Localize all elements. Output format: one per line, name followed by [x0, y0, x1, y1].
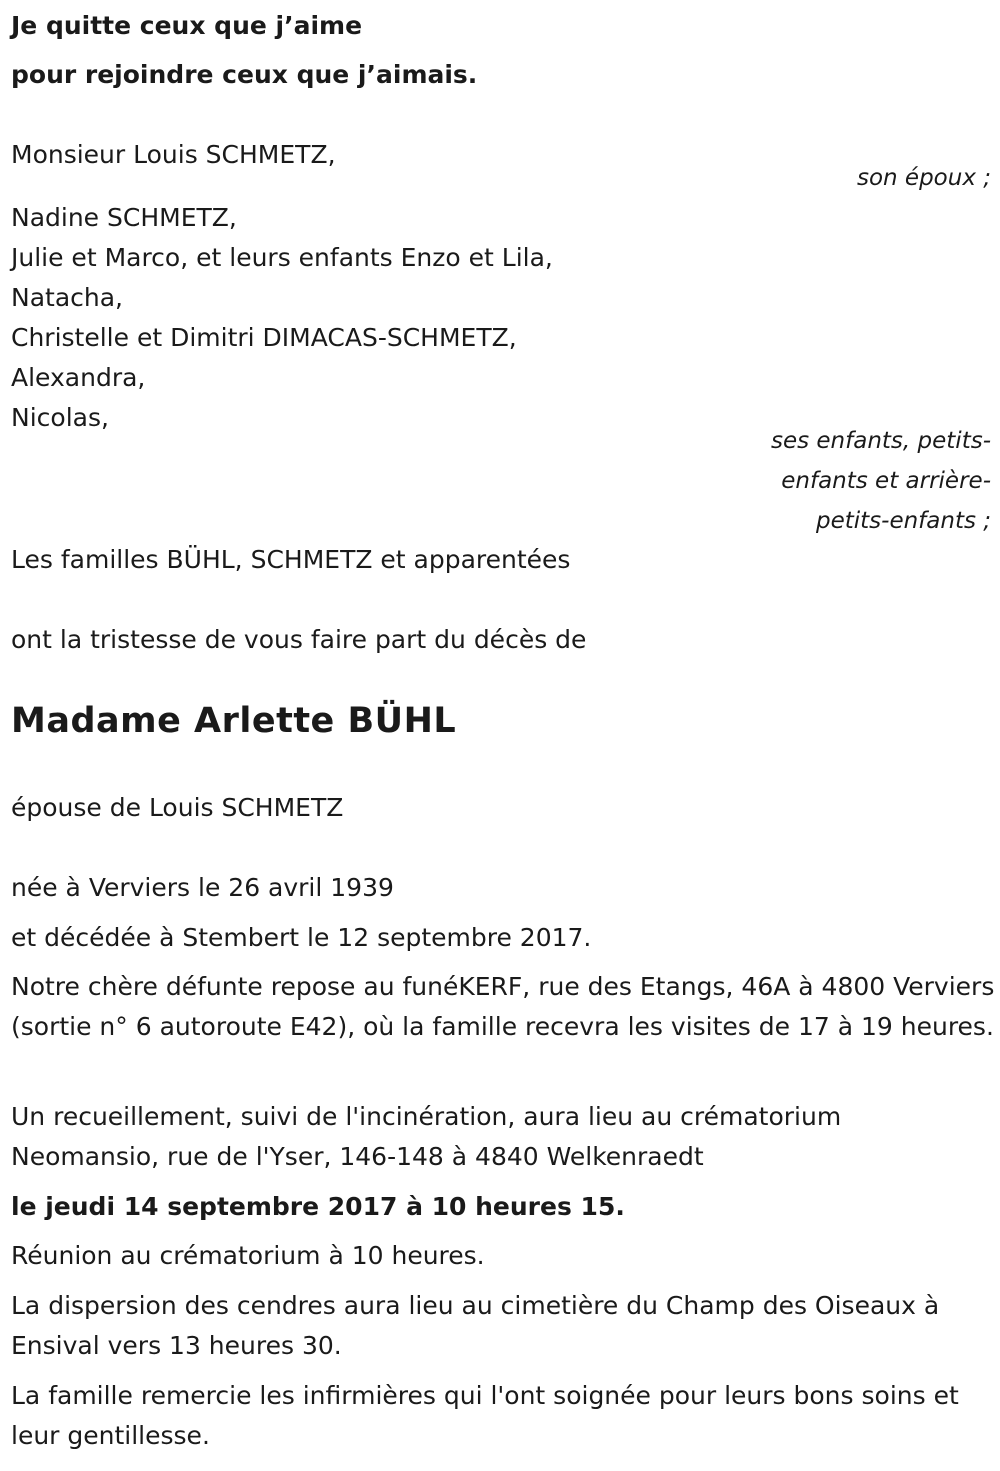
children-list — [11, 198, 553, 438]
epigraph-line-1: Je quitte ceux que j’aime — [11, 11, 363, 40]
ceremony-date: le jeudi 14 septembre 2017 à 10 heures 15. — [11, 1192, 625, 1221]
child-name: Julie et Marco, et leurs enfants Enzo et Lila, — [11, 243, 553, 272]
children-relation-line: petits-enfants ; — [815, 508, 991, 534]
ceremony-paragraph: Un recueillement, suivi de l'incinération, aura lieu au crématorium Neomansio, rue de l'Yser, 146-148 à 4840 Welkenraedt — [11, 1102, 842, 1171]
spouse-relation: son époux ; — [856, 165, 991, 191]
child-name: Alexandra, — [11, 363, 146, 392]
thanks-paragraph: La famille remercie les infirmières qui l'ont soignée pour leurs bons soins et leur gentillesse. — [11, 1381, 959, 1450]
children-relation — [771, 421, 991, 541]
death-line: et décédée à Stembert le 12 septembre 2017. — [11, 923, 592, 952]
announcement-line: ont la tristesse de vous faire part du décès de — [11, 625, 587, 654]
spouse-name: Monsieur Louis SCHMETZ, — [11, 140, 336, 169]
child-name: Nicolas, — [11, 403, 109, 432]
deceased-name: Madame Arlette BÜHL — [11, 701, 457, 741]
dispersion-paragraph: La dispersion des cendres aura lieu au cimetière du Champ des Oiseaux à Ensival vers 13 heures 30. — [11, 1291, 940, 1360]
child-name: Nadine SCHMETZ, — [11, 203, 237, 232]
birth-line: née à Verviers le 26 avril 1939 — [11, 873, 394, 902]
child-name: Natacha, — [11, 283, 123, 312]
repose-paragraph: Notre chère défunte repose au funéKERF, rue des Etangs, 46A à 4800 Verviers (sortie n° 6 autoroute E42), où la famille recevra les visites de 17 à 19 heures. — [11, 972, 995, 1041]
meeting-line: Réunion au crématorium à 10 heures. — [11, 1241, 485, 1270]
child-name: Christelle et Dimitri DIMACAS-SCHMETZ, — [11, 323, 517, 352]
children-relation-line: ses enfants, petits- — [770, 428, 991, 454]
epigraph-line-2: pour rejoindre ceux que j’aimais. — [11, 60, 478, 89]
spouse-of-line: épouse de Louis SCHMETZ — [11, 793, 344, 822]
families-line: Les familles BÜHL, SCHMETZ et apparentées — [11, 545, 571, 574]
children-relation-line: enfants et arrière- — [781, 468, 991, 494]
